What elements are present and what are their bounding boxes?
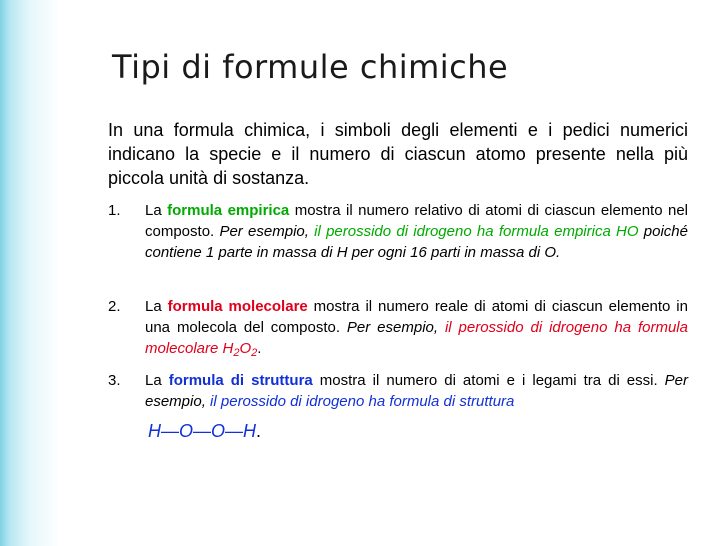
term-formula-empirica: formula empirica [167, 202, 290, 219]
term-formula-struttura: formula di struttura [168, 372, 313, 389]
sentence-end: . [257, 340, 262, 357]
formula-text: H—O—O—H [148, 421, 256, 441]
item-lead: La [145, 298, 168, 315]
example-lead: Per esempio, [145, 372, 689, 410]
example-highlight: il perossido di idrogeno ha formula molecolare H [145, 319, 688, 357]
list-item-molecolare [108, 296, 688, 359]
item-lead: La [145, 202, 168, 219]
formula-element: O [239, 340, 252, 357]
formula-end: . [256, 421, 262, 441]
structural-formula [148, 421, 261, 442]
subscript: 2 [251, 347, 258, 359]
decorative-side-bar [0, 0, 60, 546]
example-lead: Per esempio, [346, 319, 445, 336]
item-lead: La [145, 372, 169, 389]
example-rest: poiché contiene 1 parte in massa di H per ogni 16 parti in massa di O. [145, 223, 688, 261]
item-number: 3. [108, 372, 121, 389]
intro-paragraph: In una formula chimica, i simboli degli elementi e i pedici numerici indicano la specie e il numero di ciascun atomo presente nella più piccola unità di sostanza. [108, 120, 688, 188]
item-number: 1. [108, 202, 121, 219]
item-number: 2. [108, 298, 121, 315]
subscript: 2 [233, 347, 240, 359]
example-highlight: il perossido di idrogeno ha formula empirica HO [314, 223, 639, 240]
term-formula-molecolare: formula molecolare [167, 298, 308, 315]
list-item-struttura [108, 370, 688, 412]
item-description: mostra il numero reale di atomi di ciascun elemento in una molecola del composto. [145, 298, 688, 336]
example-highlight: il perossido di idrogeno ha formula di struttura [210, 393, 515, 410]
example-lead: Per esempio, [219, 223, 315, 240]
list-item-empirica [108, 200, 688, 263]
item-description: mostra il numero di atomi e i legami tra di essi. [312, 372, 665, 389]
item-description: mostra il numero relativo di atomi di ciascun elemento nel composto. [145, 202, 688, 240]
slide-title: Tipi di formule chimiche [112, 48, 509, 86]
